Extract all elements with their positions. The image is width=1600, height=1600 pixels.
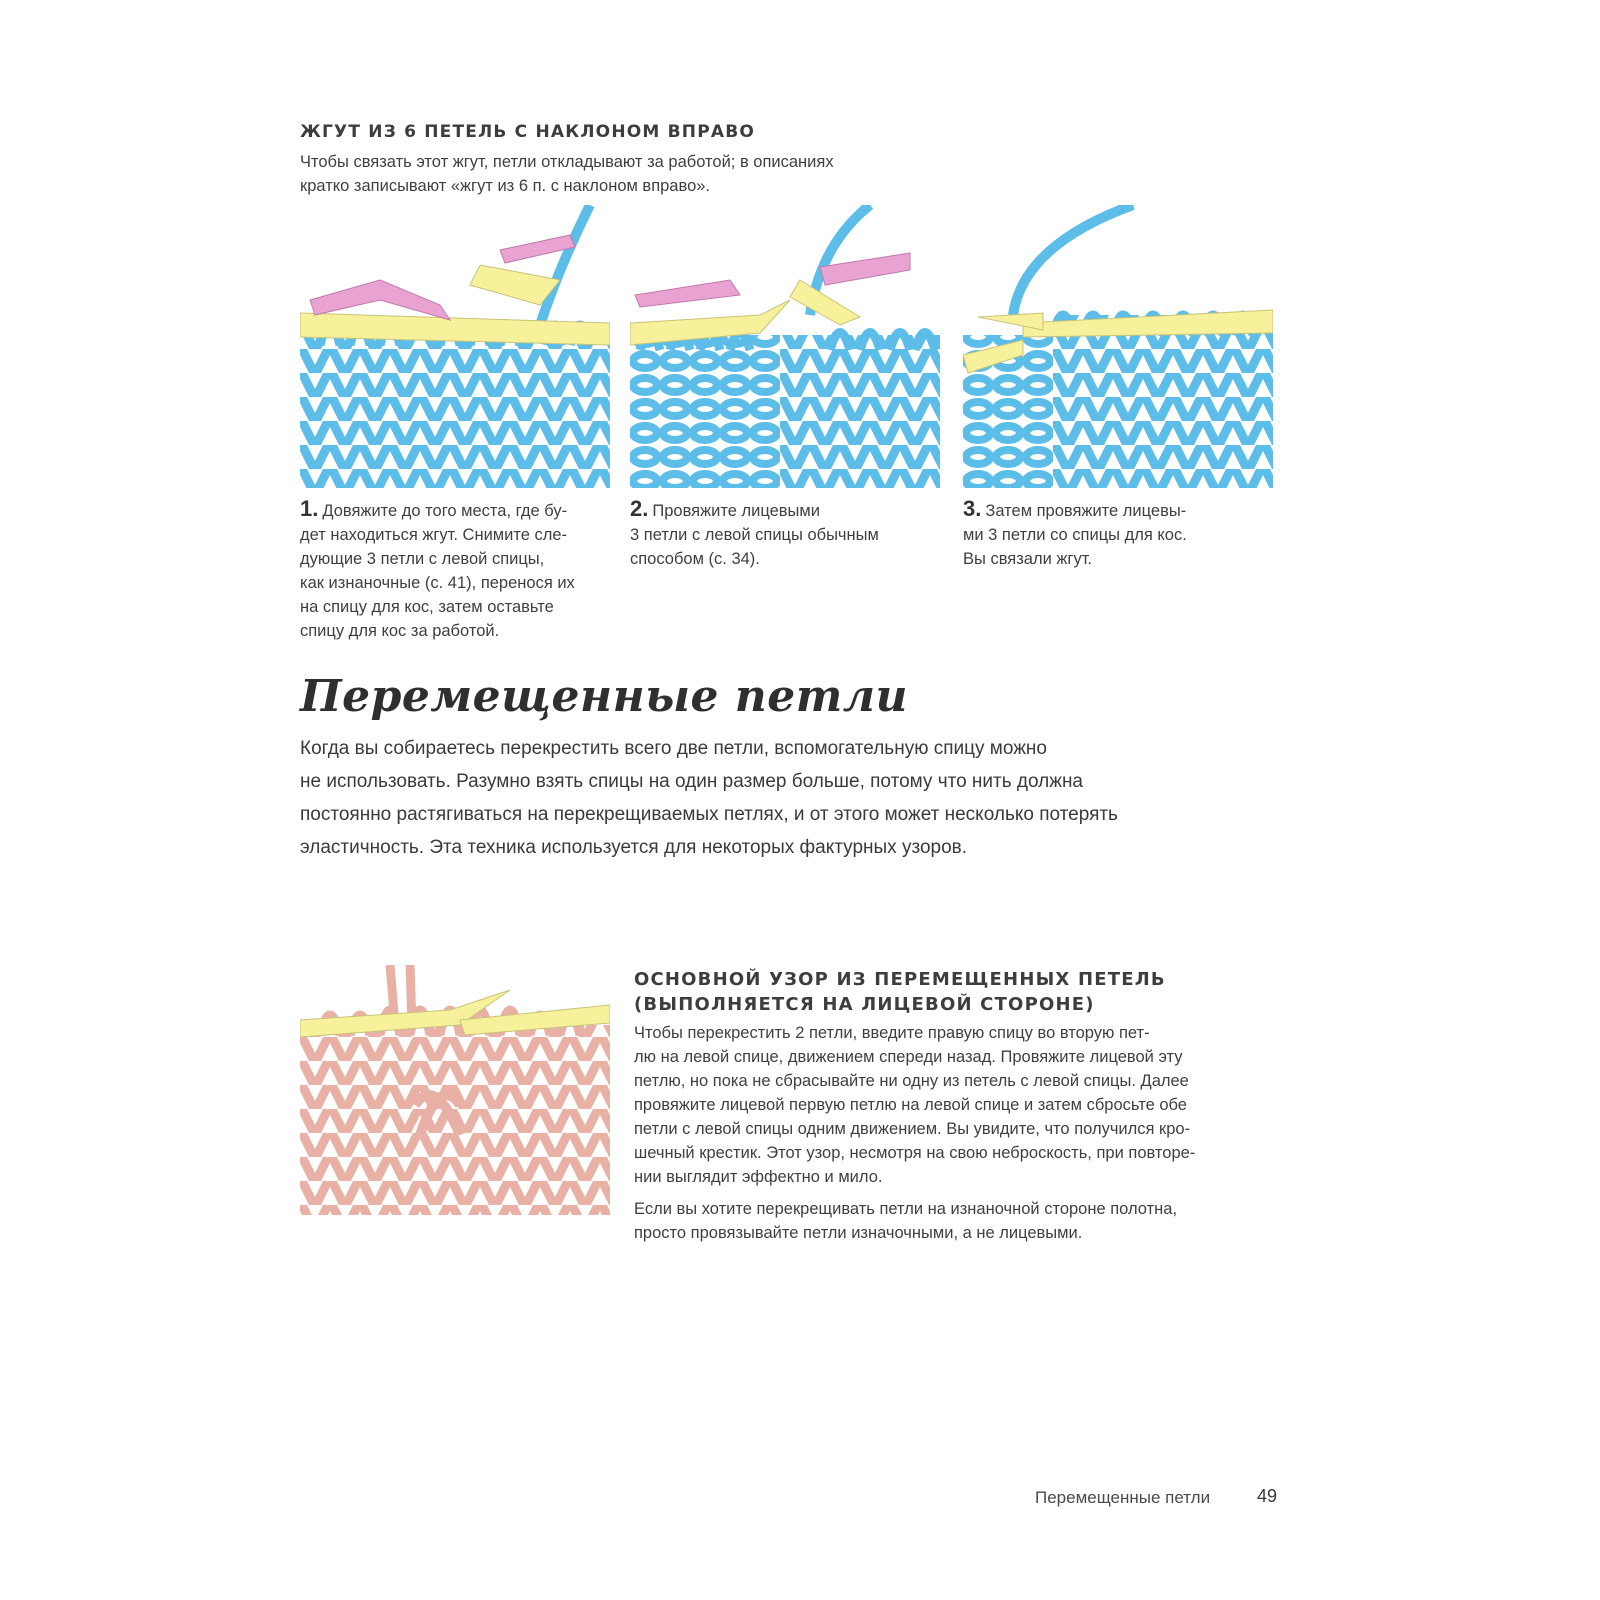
section-title-moved-stitches: Перемещенные петли — [300, 671, 909, 722]
step-number: 1. — [300, 496, 319, 521]
section-body — [300, 732, 1300, 864]
body-line: эластичность. Эта техника используется для некоторых фактурных узоров. — [300, 837, 968, 858]
para-line: лю на левой спице, движением спереди назад. Провяжите лицевой эту — [634, 1048, 1183, 1066]
section3-paragraph2 — [634, 1197, 1284, 1245]
step-line: дующие 3 петли с левой спицы, — [300, 550, 545, 568]
body-line: Когда вы собираетесь перекрестить всего две петли, вспомогательную спицу можно — [300, 738, 1047, 759]
step-line — [963, 497, 1283, 523]
intro-line: кратко записывают «жгут из 6 п. с наклоном вправо». — [300, 177, 711, 195]
step-line — [630, 497, 950, 523]
para-line: петлю, но пока не сбрасывайте ни одну из петель с левой спицы. Далее — [634, 1072, 1189, 1090]
para-line: нии выглядит эффектно и мило. — [634, 1168, 883, 1186]
step-number: 3. — [963, 496, 982, 521]
step-line: Вы связали жгут. — [963, 550, 1093, 568]
step-line — [300, 497, 620, 523]
step-text: Затем провяжите лицевы- — [985, 502, 1187, 520]
intro-line: Чтобы связать этот жгут, петли откладывают за работой; в описаниях — [300, 153, 834, 171]
body-line: не использовать. Разумно взять спицы на один размер больше, потому что нить должна — [300, 771, 1083, 792]
running-footer-title: Перемещенные петли — [1035, 1488, 1211, 1507]
step-line: способом (с. 34). — [630, 550, 760, 568]
cable-step2-illustration — [630, 205, 940, 488]
step-text: Довяжите до того места, где бу- — [322, 502, 568, 520]
cable-step1-illustration — [300, 205, 610, 488]
section3-title-line: ОСНОВНОЙ УЗОР ИЗ ПЕРЕМЕЩЕННЫХ ПЕТЕЛЬ — [634, 969, 1166, 990]
section3-heading — [634, 967, 1284, 1017]
para-line: Чтобы перекрестить 2 петли, введите правую спицу во вторую пет- — [634, 1024, 1150, 1042]
step-text: Провяжите лицевыми — [652, 502, 820, 520]
step-line: 3 петли с левой спицы обычным — [630, 526, 879, 544]
section-intro — [300, 150, 834, 198]
twisted-stitch-illustration — [300, 965, 610, 1215]
para-line: петли с левой спицы одним движением. Вы увидите, что получился кро- — [634, 1120, 1191, 1138]
para-line: провяжите лицевой первую петлю на левой спице и затем сбросьте обе — [634, 1096, 1187, 1114]
step-line: на спицу для кос, затем оставьте — [300, 598, 554, 616]
section-heading-cable: ЖГУТ ИЗ 6 ПЕТЕЛЬ С НАКЛОНОМ ВПРАВО — [300, 122, 756, 142]
step-line: как изнаночные (с. 41), перенося их — [300, 574, 575, 592]
section3-title-line: (ВЫПОЛНЯЕТСЯ НА ЛИЦЕВОЙ СТОРОНЕ) — [634, 994, 1095, 1015]
step-caption-2 — [630, 497, 950, 571]
step-line: ми 3 петли со спицы для кос. — [963, 526, 1187, 544]
para-line: просто провязывайте петли изначочными, а не лицевыми. — [634, 1224, 1083, 1242]
step-line: дет находиться жгут. Снимите сле- — [300, 526, 568, 544]
section3-paragraph1 — [634, 1021, 1284, 1189]
step-line: спицу для кос за работой. — [300, 622, 500, 640]
step-caption-1 — [300, 497, 620, 643]
page-number: 49 — [1257, 1486, 1278, 1506]
para-line: шечный крестик. Этот узор, несмотря на свою неброскость, при повторе- — [634, 1144, 1196, 1162]
step-caption-3 — [963, 497, 1283, 571]
step-number: 2. — [630, 496, 649, 521]
body-line: постоянно растягиваться на перекрещиваемых петлях, и от этого может несколько потерять — [300, 804, 1118, 825]
cable-step3-illustration — [963, 205, 1273, 488]
para-line: Если вы хотите перекрещивать петли на изнаночной стороне полотна, — [634, 1200, 1178, 1218]
